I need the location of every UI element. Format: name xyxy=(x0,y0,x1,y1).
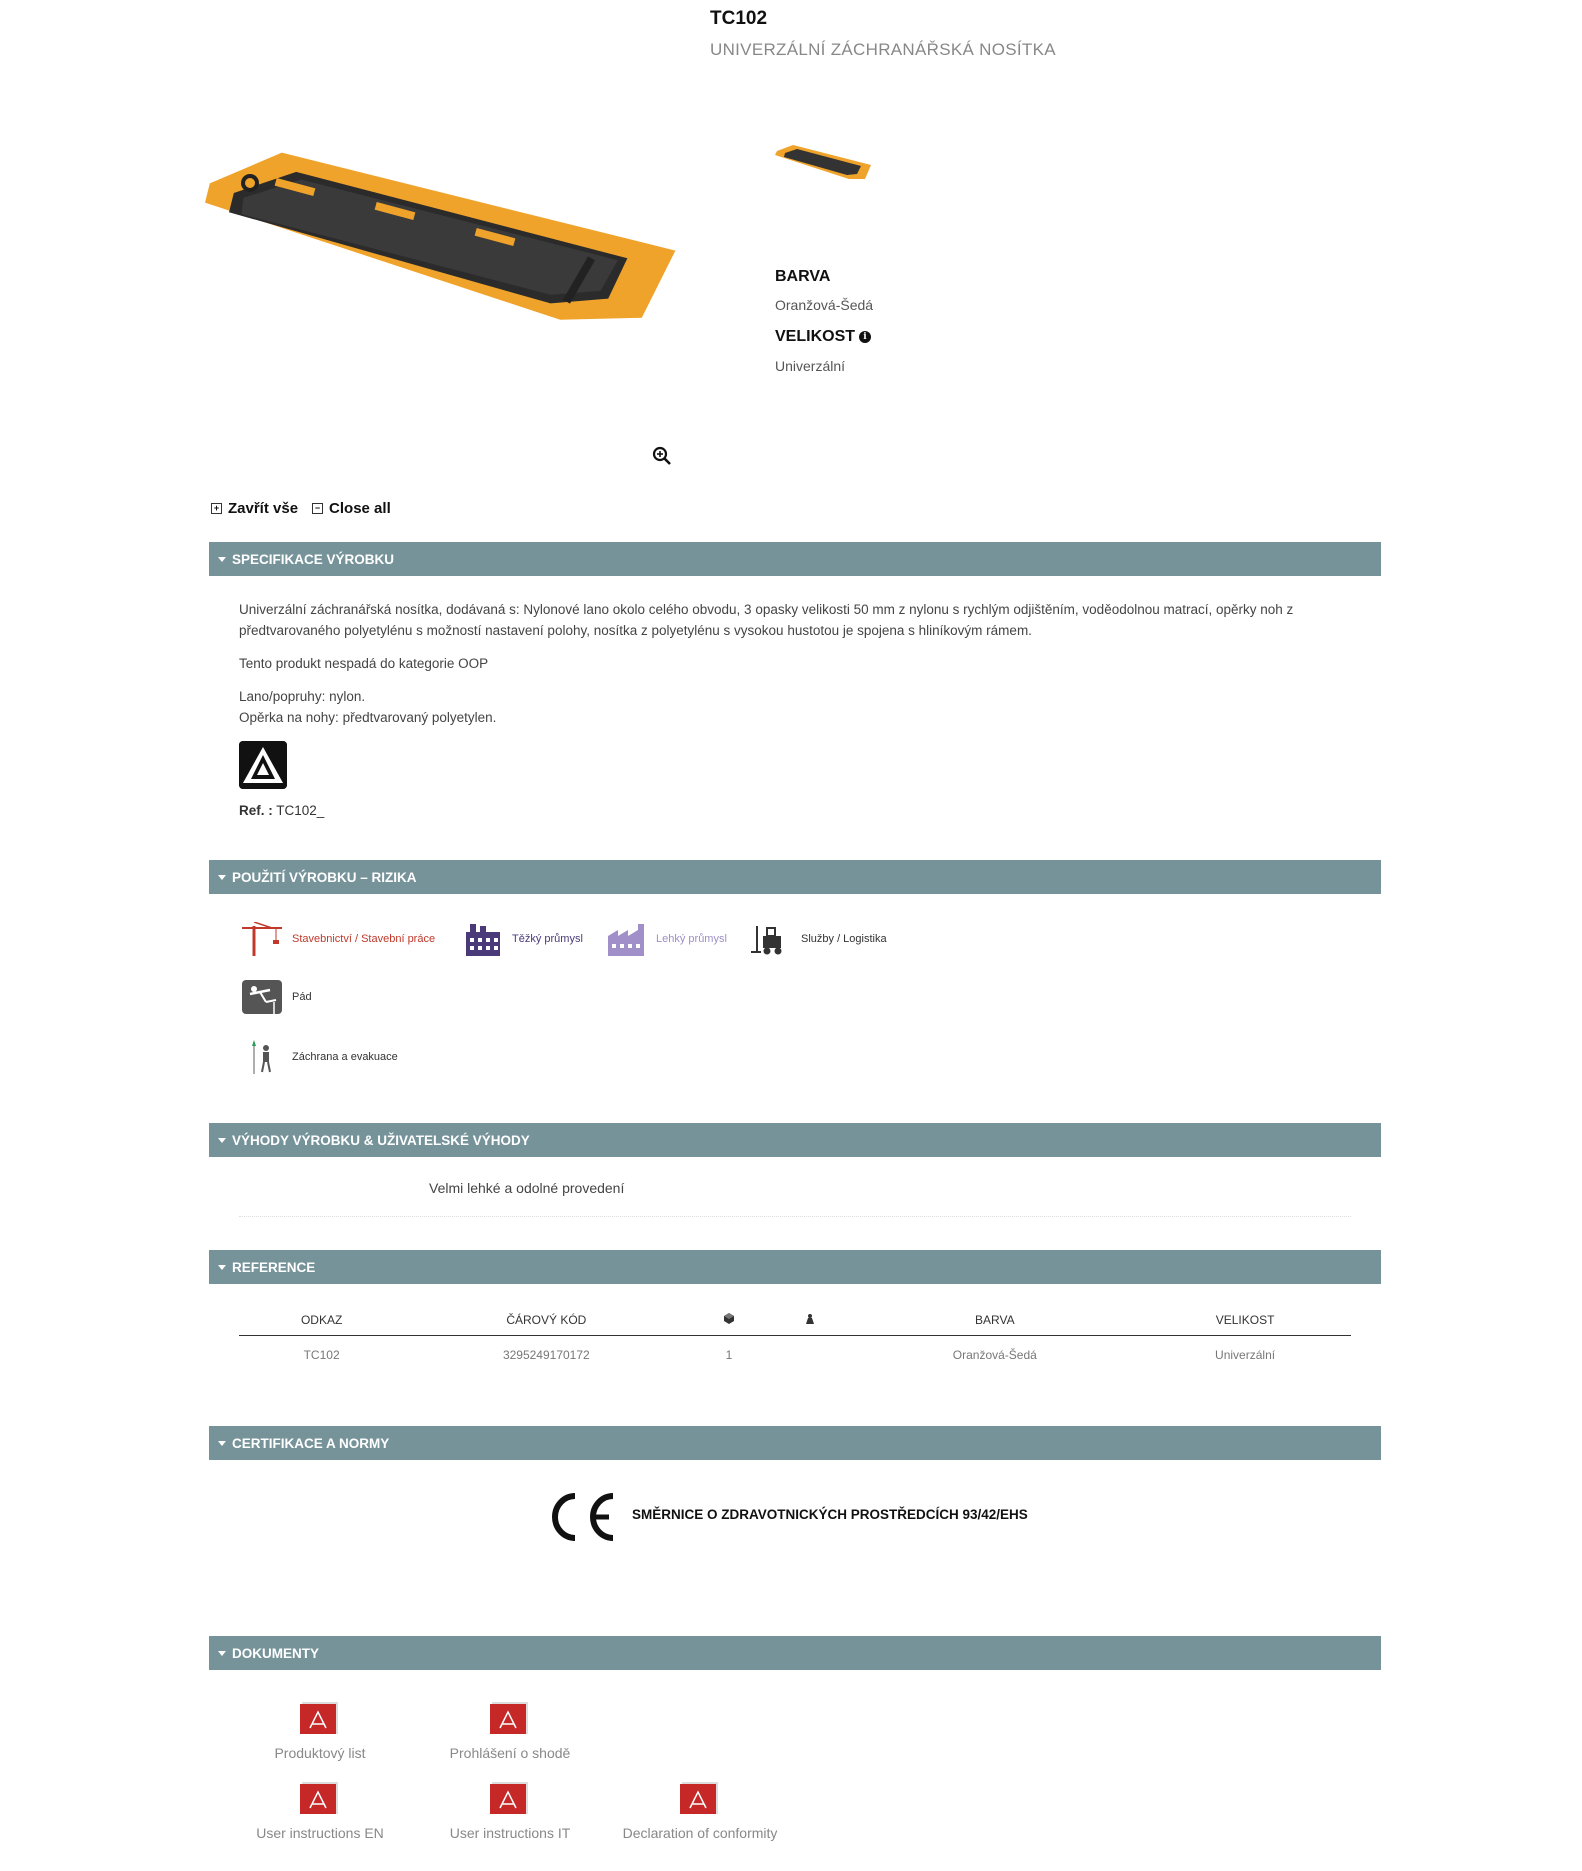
document-label: Declaration of conformity xyxy=(622,1825,778,1841)
cell-color: Oranžová-Šedá xyxy=(952,1348,1037,1362)
product-image[interactable] xyxy=(205,145,685,335)
minus-square-icon: − xyxy=(312,503,323,514)
pdf-icon xyxy=(488,1780,532,1816)
ref-row xyxy=(239,803,324,818)
expand-all-label: Zavřít vše xyxy=(228,500,299,517)
ce-mark-icon xyxy=(545,1490,617,1544)
cell-weight xyxy=(769,1336,850,1375)
size-label-row xyxy=(775,328,871,346)
risk-item[interactable] xyxy=(242,922,435,956)
weight-icon xyxy=(804,1313,816,1324)
forklift-icon xyxy=(751,922,793,956)
table-row xyxy=(239,1336,1351,1375)
spec-category: Tento produkt nespadá do kategorie OOP xyxy=(239,656,489,671)
risk-label: Stavebnictví / Stavební práce xyxy=(292,933,436,945)
brand-logo-icon xyxy=(239,741,287,789)
certification-text: SMĚRNICE O ZDRAVOTNICKÝCH PROSTŘEDCÍCH 93/42/EHS xyxy=(632,1507,1028,1522)
toggle-row xyxy=(211,500,391,517)
section-spec-header[interactable] xyxy=(209,542,1381,576)
header-cell: VELIKOST xyxy=(1139,1305,1351,1336)
section-usage-title: POUŽITÍ VÝROBKU – RIZIKA xyxy=(232,869,417,885)
risk-label: Pád xyxy=(292,991,312,1003)
color-label: BARVA xyxy=(775,268,831,285)
light-industry-icon xyxy=(606,922,648,956)
section-spec-title: SPECIFIKACE VÝROBKU xyxy=(232,551,395,567)
color-value: Oranžová-Šedá xyxy=(775,297,874,313)
expand-all-button[interactable] xyxy=(211,500,298,517)
spec-footrest: Opěrka na nohy: předtvarovaný polyetylen. xyxy=(239,710,497,725)
table-header-row xyxy=(239,1305,1351,1336)
caret-down-icon xyxy=(218,875,226,880)
size-value: Univerzální xyxy=(775,358,846,374)
reference-table xyxy=(239,1305,1351,1374)
section-certification-header[interactable] xyxy=(209,1426,1381,1460)
cell-qty: 1 xyxy=(725,1348,733,1362)
section-documents-title: DOKUMENTY xyxy=(232,1645,319,1661)
document-link[interactable] xyxy=(430,1700,590,1761)
section-documents-header[interactable] xyxy=(209,1636,1381,1670)
caret-down-icon xyxy=(218,1138,226,1143)
cell-ref: TC102 xyxy=(303,1348,340,1362)
pdf-icon xyxy=(678,1780,722,1816)
section-usage-header[interactable] xyxy=(209,860,1381,894)
risk-label: Služby / Logistika xyxy=(801,933,887,945)
advantage-text: Velmi lehké a odolné provedení xyxy=(429,1180,625,1196)
header-cell: ODKAZ xyxy=(239,1305,404,1336)
product-code: TC102 xyxy=(710,8,768,29)
risk-item[interactable] xyxy=(242,1040,398,1074)
section-reference-title: REFERENCE xyxy=(232,1259,316,1275)
pdf-icon xyxy=(298,1780,342,1816)
fall-icon xyxy=(242,980,284,1014)
pdf-icon xyxy=(298,1700,342,1736)
product-thumbnail[interactable] xyxy=(775,143,873,185)
spec-rope: Lano/popruhy: nylon. xyxy=(239,689,366,704)
document-link[interactable] xyxy=(240,1780,400,1841)
section-certification-title: CERTIFIKACE A NORMY xyxy=(232,1435,390,1451)
risk-label: Těžký průmysl xyxy=(512,933,583,945)
crane-icon xyxy=(242,922,284,956)
risk-item[interactable] xyxy=(606,922,727,956)
box-icon xyxy=(723,1313,735,1324)
caret-down-icon xyxy=(218,1265,226,1270)
caret-down-icon xyxy=(218,557,226,562)
caret-down-icon xyxy=(218,1651,226,1656)
pdf-icon xyxy=(488,1700,532,1736)
header-cell xyxy=(769,1305,850,1336)
risk-item[interactable] xyxy=(751,922,887,956)
document-label: Prohlášení o shodě xyxy=(449,1745,571,1761)
document-label: User instructions IT xyxy=(449,1825,571,1841)
plus-square-icon: + xyxy=(211,503,222,514)
document-link[interactable] xyxy=(620,1780,780,1841)
header-cell xyxy=(688,1305,769,1336)
size-label: VELIKOST xyxy=(775,328,856,345)
product-name: UNIVERZÁLNÍ ZÁCHRANÁŘSKÁ NOSÍTKA xyxy=(710,40,1056,59)
section-advantages-title: VÝHODY VÝROBKU & UŽIVATELSKÉ VÝHODY xyxy=(232,1132,530,1148)
document-link[interactable] xyxy=(240,1700,400,1761)
ref-value: TC102_ xyxy=(276,803,325,818)
risk-item[interactable] xyxy=(462,922,583,956)
divider xyxy=(239,1216,1351,1217)
zoom-icon[interactable] xyxy=(652,446,672,466)
risk-item[interactable] xyxy=(242,980,312,1014)
close-all-button[interactable] xyxy=(312,500,391,517)
section-advantages-header[interactable] xyxy=(209,1123,1381,1157)
info-icon[interactable]: i xyxy=(859,331,871,343)
rescue-icon xyxy=(242,1040,284,1074)
document-label: Produktový list xyxy=(274,1745,366,1761)
section-reference-header[interactable] xyxy=(209,1250,1381,1284)
risk-label: Záchrana a evakuace xyxy=(292,1051,398,1063)
ref-label: Ref. : xyxy=(239,803,273,818)
spec-description: Univerzální záchranářská nosítka, dodávaná s: Nylonové lano okolo celého obvodu, 3 opasky velikosti 50 mm z nylonu s rychlým odjištěním, voděodolnou matrací, opěrky noh z předtvarovaného polyetylénu s možností nastavení polohy, nosítka z polyetylénu s vysokou hustotou je spojena s hliníkovým rámem. xyxy=(239,602,1294,638)
header-cell: ČÁROVÝ KÓD xyxy=(404,1305,688,1336)
document-link[interactable] xyxy=(430,1780,590,1841)
heavy-industry-icon xyxy=(462,922,504,956)
document-label: User instructions EN xyxy=(256,1825,384,1841)
close-all-label: Close all xyxy=(329,500,391,517)
cell-barcode: 3295249170172 xyxy=(502,1348,590,1362)
risk-label: Lehký průmysl xyxy=(656,933,727,945)
cell-size: Univerzální xyxy=(1215,1348,1276,1362)
caret-down-icon xyxy=(218,1441,226,1446)
header-cell: BARVA xyxy=(850,1305,1139,1336)
